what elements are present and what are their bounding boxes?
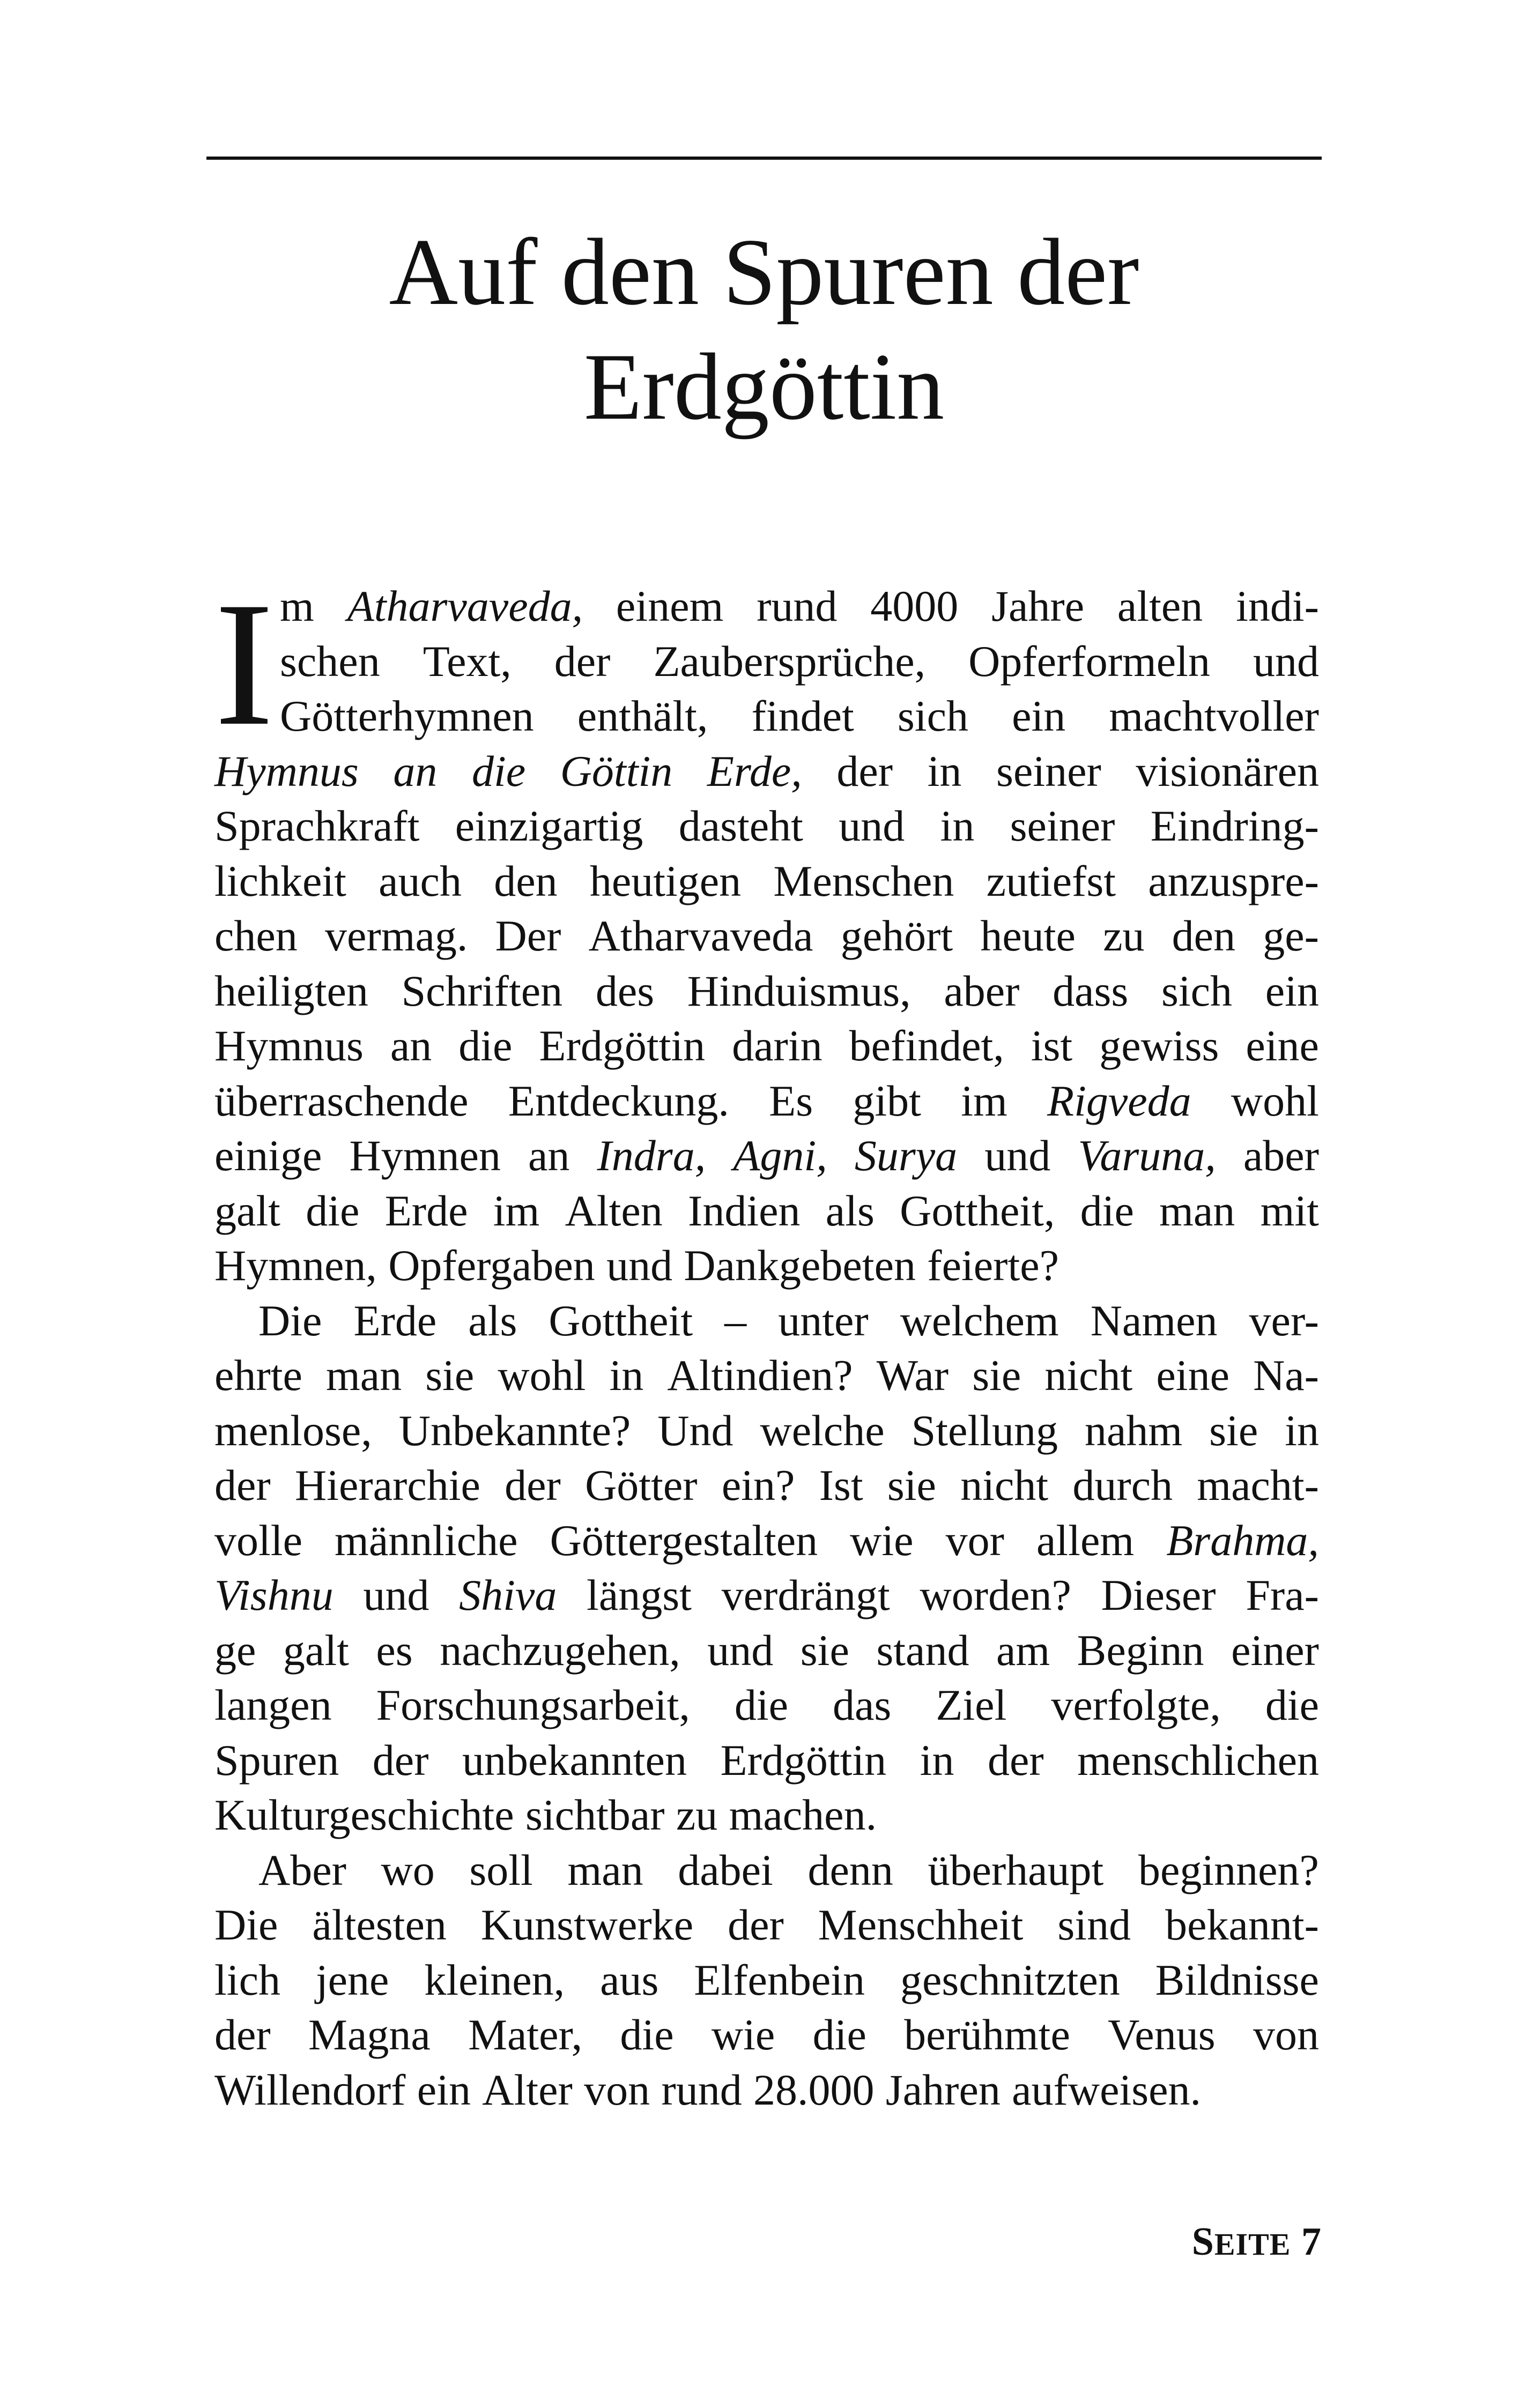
word: vor [945,1515,1004,1565]
word: durch [1072,1461,1173,1510]
word: Brahma, [1166,1515,1319,1565]
word: Vishnu [214,1571,334,1619]
word: in [920,1735,954,1785]
word: zu [676,1790,718,1839]
word: und [363,1571,429,1619]
word: Hymnus [214,1021,364,1070]
word: berühmte [904,2010,1070,2059]
word: ehrte [214,1351,302,1400]
word: kleinen, [424,1955,565,2004]
word: stand [876,1625,969,1675]
word: ver- [1249,1296,1319,1345]
word: ein [417,2065,471,2114]
word: Ist [819,1461,863,1510]
word: Fra- [1246,1571,1319,1619]
page-number-value: 7 [1301,2220,1322,2264]
word: Eindring- [1150,801,1319,850]
word: einige [214,1131,322,1180]
word: ein [1012,692,1066,740]
word: einer [1231,1625,1319,1675]
word: der [505,1461,561,1510]
word: seiner [1010,801,1115,850]
word: die [620,2010,674,2059]
chapter-title-line-2: Erdgöttin [583,333,945,440]
word: eine [1246,1021,1319,1070]
word: heute [980,911,1076,960]
word: Namen [1090,1296,1218,1345]
word: Die [214,1900,278,1949]
word: als [468,1296,517,1345]
word: Atharvaveda [588,911,813,960]
word: den [494,856,558,905]
word: Erde, [707,746,802,796]
word: aus [600,1955,659,2004]
word: Venus [1108,2010,1216,2059]
word: War [876,1351,949,1400]
word: und [839,801,905,850]
word: rund [661,2065,742,2114]
word: sind [1057,1900,1131,1949]
word: m [280,582,314,630]
word: männliche [335,1515,518,1565]
page-number [1192,2219,1322,2265]
text-line [214,1074,1319,1129]
word: Dankgebeten [684,1241,916,1290]
word: nahm [1084,1406,1183,1455]
word: sich [897,692,968,740]
text-line [214,1623,1319,1678]
word: unter [778,1296,869,1345]
word: ein [1265,966,1319,1015]
word: man [1159,1186,1235,1235]
text-line [214,1898,1319,1953]
word: Hymnus [214,746,359,796]
word: längst [587,1571,692,1619]
word: Shiva [459,1571,557,1619]
word: Text, [423,636,512,686]
word: Stellung [911,1406,1058,1455]
word: ältesten [312,1900,447,1949]
word: von [584,2065,650,2114]
word: Elfenbein [694,1955,865,2004]
word: 28.000 [753,2065,875,2114]
word: seiner [996,746,1101,796]
text-line [214,2063,1319,2118]
word: galt [214,1186,280,1235]
word: Dieser [1101,1571,1216,1619]
word: von [1253,2010,1319,2059]
word: in [609,1351,644,1400]
word: jene [315,1955,389,2004]
word: Zaubersprüche, [653,636,926,686]
text-line [214,1184,1319,1239]
word: heiligten [214,966,368,1015]
word: Magna [308,2010,431,2059]
text-line [214,1953,1319,2008]
word: ein? [721,1461,795,1510]
word: unbekannten [462,1735,687,1785]
word: Alter [482,2065,573,2114]
word: Ziel [936,1681,1007,1729]
word: schen [280,636,380,686]
word: geschnitzten [900,1955,1120,2004]
word: dass [1053,966,1129,1015]
word: galt [283,1625,349,1675]
word: Sprachkraft [214,801,420,850]
text-line [214,799,1319,854]
word: die [1265,1681,1319,1729]
word: nicht [1044,1351,1133,1400]
word: Jahren [885,2065,1001,2114]
word: Forschungsarbeit, [376,1681,690,1729]
text-line [214,854,1319,909]
word: die [1080,1186,1134,1235]
chapter-title-line-1: Auf den Spuren der [389,219,1139,325]
word: wie [711,2010,775,2059]
word: sichtbar [525,1790,665,1839]
word: eine [1156,1351,1229,1400]
word: Rigveda [1047,1076,1191,1125]
word: visionären [1136,746,1319,796]
word: Willendorf [214,2065,406,2114]
word: feierte? [927,1241,1059,1290]
word: im [961,1076,1007,1125]
word: menschlichen [1077,1735,1319,1785]
text-line [214,1678,1319,1733]
word: gewiss [1099,1021,1219,1070]
word: ge- [1263,911,1319,960]
page-label-first: S [1191,2220,1214,2264]
word: und [707,1625,774,1675]
word: macht- [1197,1461,1319,1510]
word: es [376,1625,413,1675]
word: worden? [920,1571,1071,1619]
text-line [214,1733,1319,1788]
word: Na- [1253,1351,1319,1400]
word: Hymnen [349,1131,501,1180]
word: Kulturgeschichte [214,1790,514,1839]
text-line [214,1568,1319,1623]
word: lich [214,1955,280,2004]
word: Es [769,1076,813,1125]
word: soll [469,1845,533,1894]
word: Und [657,1406,733,1455]
word: sie [972,1351,1021,1400]
word: aufweisen. [1012,2065,1202,2114]
word: Menschheit [818,1900,1024,1949]
word: auch [379,856,462,905]
page-label-rest: EITE [1214,2227,1291,2262]
word: Götter [585,1461,698,1510]
top-rule [206,157,1322,160]
word: aber [944,966,1020,1015]
word: chen [214,911,298,960]
word: dabei [678,1845,773,1894]
word: wohl [1231,1076,1319,1125]
text-line [214,909,1319,964]
word: die [458,1021,513,1070]
word: überhaupt [928,1845,1104,1894]
drop-cap: I [214,565,274,762]
word: Hierarchie [294,1461,480,1510]
word: aber [1243,1131,1319,1180]
word: Opfergaben [388,1241,595,1290]
word: und [984,1131,1051,1180]
text-line [214,689,1319,744]
word: Göttin [560,746,673,796]
word: machen. [729,1790,877,1839]
word: vermag. [324,911,468,960]
word: rund [757,582,838,630]
word: der [554,636,611,686]
word: Entdeckung. [508,1076,729,1125]
word: Gottheit, [900,1186,1055,1235]
word: Unbekannte? [398,1406,631,1455]
word: man [325,1351,402,1400]
word: an [528,1131,570,1180]
word: man [567,1845,643,1894]
word: der [728,1900,784,1949]
word: Varuna, [1078,1131,1216,1180]
word: Hinduismus, [687,966,911,1015]
word: Erde [384,1186,468,1235]
word: Jahre [991,582,1085,630]
word: das [833,1681,892,1729]
word: zu [1103,911,1145,960]
word: ge [214,1625,256,1675]
word: Erde [353,1296,437,1345]
word: befindet, [849,1021,1004,1070]
word: dasteht [678,801,803,850]
word: und [606,1241,673,1290]
text-line [214,1128,1319,1184]
word: Menschen [773,856,954,905]
word: welche [760,1406,885,1455]
word: Mater, [468,2010,583,2059]
word: findet [751,692,854,740]
word: Kunstwerke [480,1900,694,1949]
word: Alten [565,1186,663,1235]
word: den [1172,911,1236,960]
word: einzigartig [455,801,643,850]
word: der [214,2010,271,2059]
word: sie [425,1351,475,1400]
word: sie [887,1461,936,1510]
word: Hymnen, [214,1241,377,1290]
text-line [214,579,1319,634]
word: darin [732,1021,823,1070]
word: Aber [258,1845,346,1894]
word: wo [381,1845,435,1894]
word: als [825,1186,875,1235]
word: in [940,801,975,850]
text-line [214,1513,1319,1569]
word: lichkeit [214,856,346,905]
word: Götterhymnen [280,692,534,740]
word: ist [1031,1021,1073,1070]
word: Agni, [733,1131,827,1180]
word: Erdgöttin [720,1735,887,1785]
word: mit [1260,1186,1319,1235]
word: sich [1161,966,1233,1015]
text-line [214,2008,1319,2063]
word: gibt [853,1076,921,1125]
word: heutigen [589,856,742,905]
word: die [812,2010,866,2059]
text-line [214,1348,1319,1403]
word: nachzugehen, [440,1625,680,1675]
word: Opferformeln [968,636,1210,686]
text-line [214,1788,1319,1843]
word: die [471,746,526,796]
body-text [214,565,1319,2117]
chapter-title [206,214,1322,444]
word: Spuren [214,1735,339,1785]
word: gehört [840,911,953,960]
word: Der [495,911,561,960]
word: am [996,1625,1050,1675]
word: im [493,1186,540,1235]
text-line [214,1403,1319,1459]
word: Bildnisse [1155,1955,1319,2004]
word: an [390,1021,432,1070]
word: volle [214,1515,302,1565]
text-line [214,1019,1319,1074]
text-line [214,964,1319,1019]
word: indi- [1236,582,1319,630]
word: Beginn [1077,1625,1204,1675]
word: enthält, [577,692,708,740]
word: machtvoller [1109,692,1319,740]
text-line [214,1458,1319,1513]
word: der [836,746,893,796]
word: denn [807,1845,893,1894]
word: in [927,746,962,796]
word: Schriften [401,966,563,1015]
word: alten [1117,582,1203,630]
word: Erdgöttin [539,1021,706,1070]
text-line [214,1294,1319,1349]
word: beginnen? [1138,1845,1319,1894]
word: 4000 [870,582,959,630]
word: der [987,1735,1044,1785]
word: Surya [854,1131,958,1180]
word: menlose, [214,1406,372,1455]
word: sie [1209,1406,1258,1455]
word: die [734,1681,789,1729]
word: langen [214,1681,332,1729]
word: Göttergestalten [550,1515,818,1565]
text-line [214,634,1319,689]
word: Die [258,1296,322,1345]
word: – [724,1296,747,1345]
word: überraschende [214,1076,469,1125]
text-line [214,1843,1319,1898]
word: allem [1036,1515,1135,1565]
word: verfolgte, [1051,1681,1221,1729]
word: wie [850,1515,914,1565]
text-line [214,1238,1319,1294]
word: Atharvaveda, [347,582,583,630]
word: des [595,966,655,1015]
word: der [372,1735,429,1785]
word: verdrängt [721,1571,890,1619]
word: einem [616,582,724,630]
word: Gottheit [549,1296,693,1345]
word: bekannt- [1165,1900,1319,1949]
word: nicht [960,1461,1049,1510]
word: Altindien? [667,1351,853,1400]
word: in [1285,1406,1319,1455]
word: zutiefst [986,856,1116,905]
word: und [1253,636,1319,686]
word: welchem [900,1296,1059,1345]
word: Indra, [597,1131,706,1180]
word: Indien [688,1186,801,1235]
word: sie [800,1625,849,1675]
word: wohl [498,1351,586,1400]
text-line [214,744,1319,799]
word: anzuspre- [1148,856,1319,905]
word: der [214,1461,271,1510]
word: die [306,1186,360,1235]
word: an [393,746,438,796]
